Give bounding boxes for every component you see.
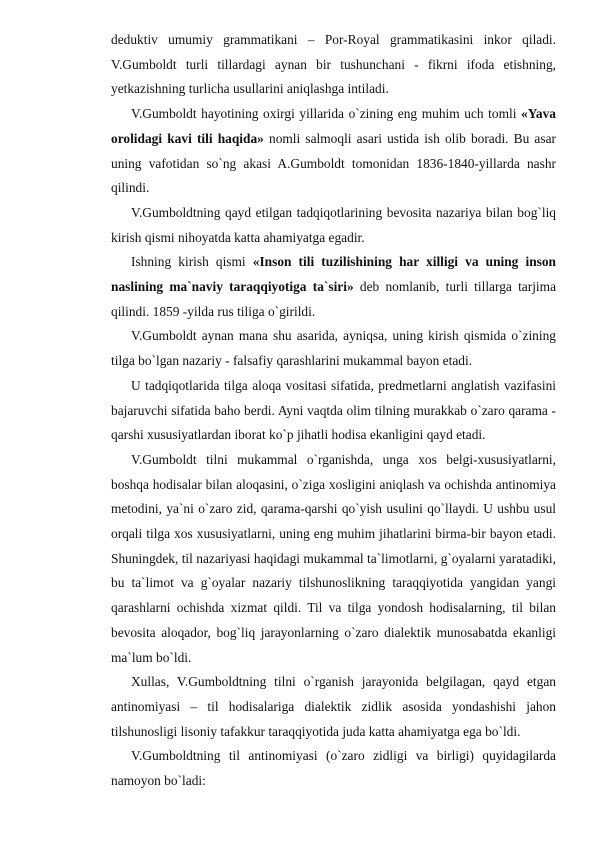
paragraph-5: [111, 324, 556, 373]
paragraph-text: Xullas, V.Gumboldtning tilni o`rganish jarayonida belgilagan, qayd etgan antinomiyasi – til hodisalariga dialektik zidlik asosida yondashishi jahon tilshunosligi lisoniy tafakkur taraqqiyotida juda katta ahamiyatga ega bo`ldi.: [111, 674, 556, 739]
paragraph-text: V.Gumboldtning til antinomiyasi (o`zaro zidligi va birligi) quyidagilarda namoyon bo`ladi:: [111, 748, 556, 789]
paragraph-4: [111, 250, 556, 324]
paragraph-text: deb nomlanib, turli tillarga tarjima qilindi. 1859 -yilda rus tiliga o`girildi.: [111, 279, 557, 319]
paragraph-text: deduktiv umumiy grammatikani – Por-Royal grammatikasini inkor qiladi. V.Gumboldt turli tillardagi aynan bir tushunchani - fikrni ifoda etishning, yetkazishning turlicha usullarini aniqlashga intiladi.: [111, 32, 556, 97]
book-title: «Yava orolidagi kavi tili haqida»: [111, 106, 556, 146]
paragraph-2: [111, 102, 556, 201]
introduction-title: «Inson tili tuzilishining har xilligi va uning inson naslining ma`naviy taraqqiyotiga ta`siri»: [111, 254, 556, 295]
paragraph-9: [111, 744, 556, 793]
paragraph-text: V.Gumboldt aynan mana shu asarida, ayniqsa, uning kirish qismida o`zining tilga bo`lgan nazariy - falsafiy qarashlarini mukammal bayon etadi.: [111, 328, 556, 369]
paragraph-text: nomli salmoqli asari ustida ish olib boradi. Bu asar uning vafotidan so`ng akasi A.Gumboldt tomonidan 1836-1840-yillarda nashr qilindi.: [111, 130, 556, 196]
paragraph-3: [111, 201, 556, 250]
paragraph-text: V.Gumboldt tilni mukammal o`rganishda, unga xos belgi-xususiyatlarni, boshqa hodisalar bilan aloqasini, o`ziga xosligini aniqlash va ochishda antinomiya metodini, ya`ni o`zaro zid, qarama-qarshi qo`yish usulini qo`llaydi. U ushbu usul orqali tilga xos xususiyatlarni, uning eng muhim jihatlarini birma-bir bayon etadi. Shuningdek, til nazariyasi haqidagi mukammal ta`limotlarni, g`oyalarni yaratadiki, bu ta`limot va g`oyalar nazariy tilshunoslikning taraqqiyotida yangidan yangi qarashlarni ochishda xizmat qildi. Til va tilga yondosh hodisalarning, til bilan bevosita aloqador, bog`liq jarayonlarning o`zaro dialektik munosabatda ekanligi ma`lum bo`ldi.: [111, 451, 556, 665]
paragraph-text: V.Gumboldtning qayd etilgan tadqiqotlarining bevosita nazariya bilan bog`liq kirish qismi nihoyatda katta ahamiyatga egadir.: [111, 204, 556, 245]
paragraph-6: [111, 374, 556, 448]
paragraph-7: [111, 448, 556, 670]
paragraph-text: V.Gumboldt hayotining oxirgi yillarida o`zining eng muhim uch tomli: [131, 106, 522, 122]
paragraph-8: [111, 670, 556, 744]
document-page: [111, 28, 556, 794]
paragraph-text: U tadqiqotlarida tilga aloqa vositasi sifatida, predmetlarni anglatish vazifasini bajaruvchi sifatida baho berdi. Ayni vaqtda olim tilning murakkab o`zaro qarama - qarshi xususiyatlardan iborat ko`p jihatli hodisa ekanligini qayd etadi.: [111, 377, 556, 443]
paragraph-text: Ishning kirish qismi: [131, 254, 253, 270]
paragraph-1: [111, 28, 556, 102]
